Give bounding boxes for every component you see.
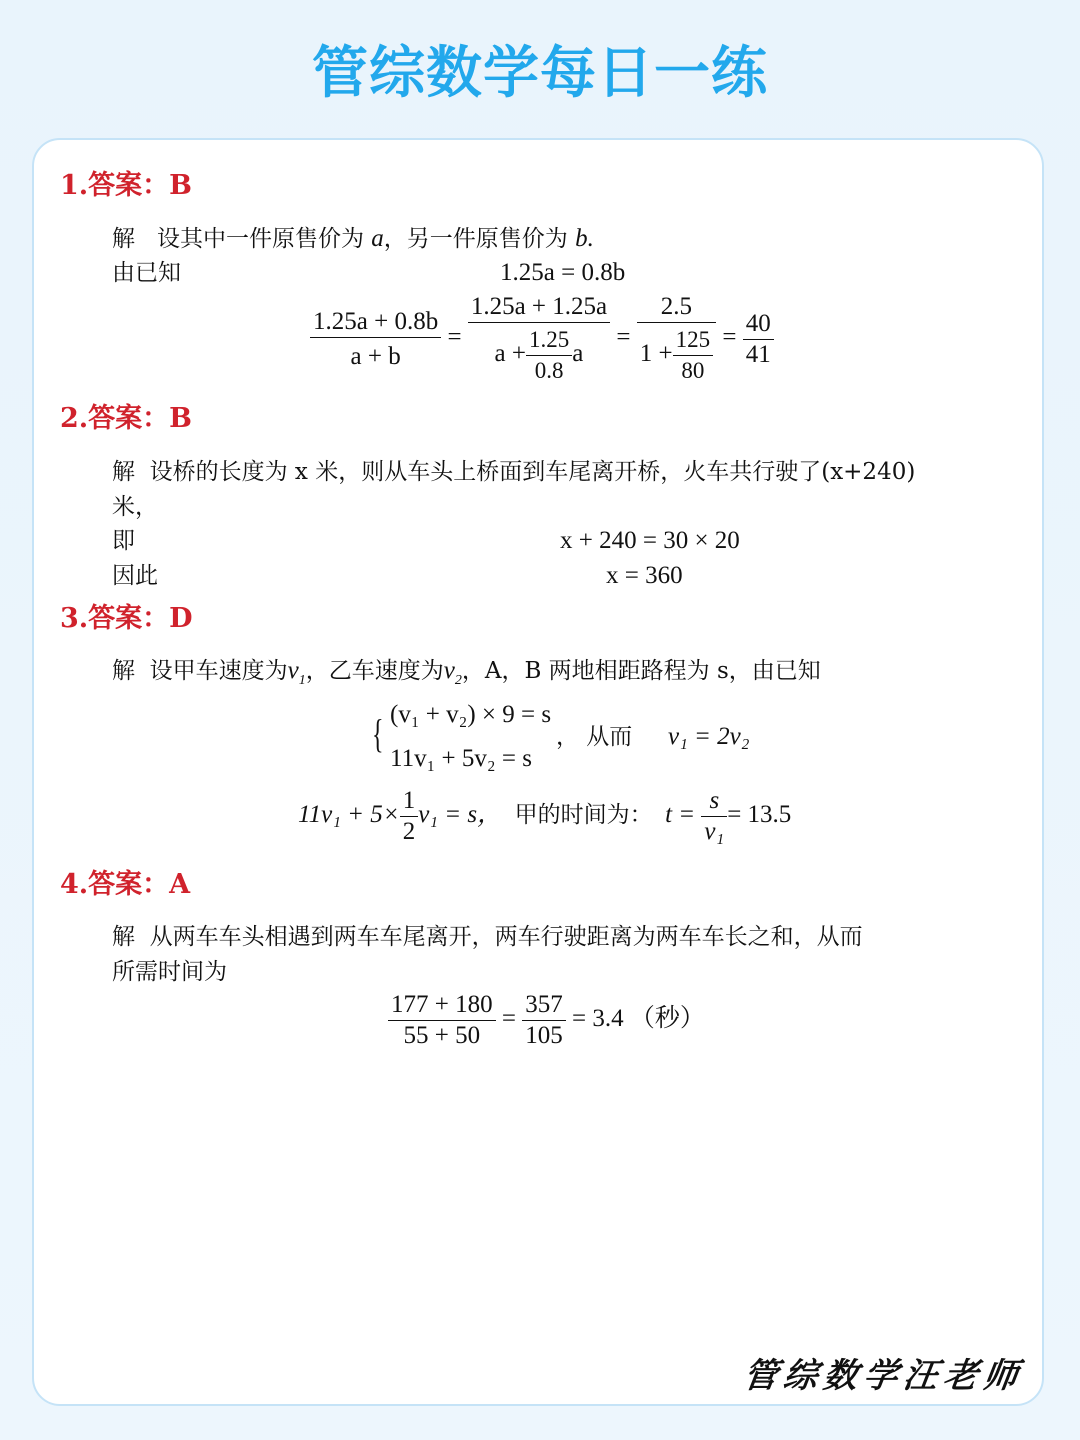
q1-line1: 解 设其中一件原售价为 a，另一件原售价为 b. (112, 225, 594, 252)
q4-formula: $\frac{177 + 180}{55 + 50}$ = $\frac{357}{105}$ = 3.4 （秒） (388, 990, 705, 1051)
q1-known: 由已知 (112, 260, 181, 286)
author-signature: 管综数学汪老师 (740, 1356, 1027, 1396)
q4-heading: 4.答案：A (60, 869, 191, 900)
solve-prefix: 解 (112, 226, 135, 252)
q3-congeer: ， 从而 (556, 724, 633, 750)
q3-line1: 解 设甲车速度为$v_1$，乙车速度为$v_2$，A，B 两地相距路程为 s，由已知 (112, 657, 821, 688)
q2-label-yinci: 因此 (112, 563, 158, 589)
q3-result1: v₁ = 2v₂ (668, 723, 750, 750)
q1-eq1: 1.25a = 0.8b (500, 259, 626, 286)
q2-line1: 解 设桥的长度为 x 米，则从车头上桥面到车尾离开桥，火车共行驶了(x+240) (112, 459, 916, 485)
q1-formula: $\frac{1.25a + 0.8b}{a + b}$ = 1.25a + 1.25a a + $\frac{1.25}{0.8}$ a = 2.5 1 + $\frac{125}{80}$ = $\frac{40}{41}$ (310, 292, 774, 386)
q2-eq2: x = 360 (606, 562, 683, 589)
q4-frac1: $\frac{177 + 180}{55 + 50}$ (388, 990, 496, 1051)
q1-frac1: $\frac{1.25a + 0.8b}{a + b}$ (310, 307, 441, 372)
q2-line2: 米， (112, 494, 158, 520)
q1-heading: 1.答案：B (60, 170, 193, 201)
q1-frac3: 2.5 1 + $\frac{125}{80}$ (637, 292, 716, 386)
q4-line1: 解 从两车车头相遇到两车车尾离开，两车行驶距离为两车车长之和，从而 (112, 924, 863, 950)
q3-eq2: 11v₁ + 5× $\frac{1}{2}$ v₁ = s， 甲的时间为： t = $\frac{s}{\text{v₁}}$ = 13.5 (298, 787, 792, 845)
page-title: 管综数学每日一练 (312, 41, 768, 106)
q2-eq1: x + 240 = 30 × 20 (560, 527, 740, 554)
q1-frac2: 1.25a + 1.25a a + $\frac{1.25}{0.8}$ a (468, 292, 610, 386)
q3-heading: 3.答案：D (60, 603, 193, 634)
q2-label-ji: 即 (112, 528, 135, 554)
q3-sys1: (v₁ + v₂) × 9 = s (390, 701, 552, 728)
q3-brace: { (372, 711, 384, 756)
q4-line2: 所需时间为 (112, 959, 227, 985)
q1-frac4: $\frac{40}{41}$ (743, 309, 774, 370)
q4-frac2: $\frac{357}{105}$ (522, 990, 566, 1051)
q2-heading: 2.答案：B (60, 403, 193, 434)
q3-sys2: 11v₁ + 5v₂ = s (390, 745, 532, 772)
